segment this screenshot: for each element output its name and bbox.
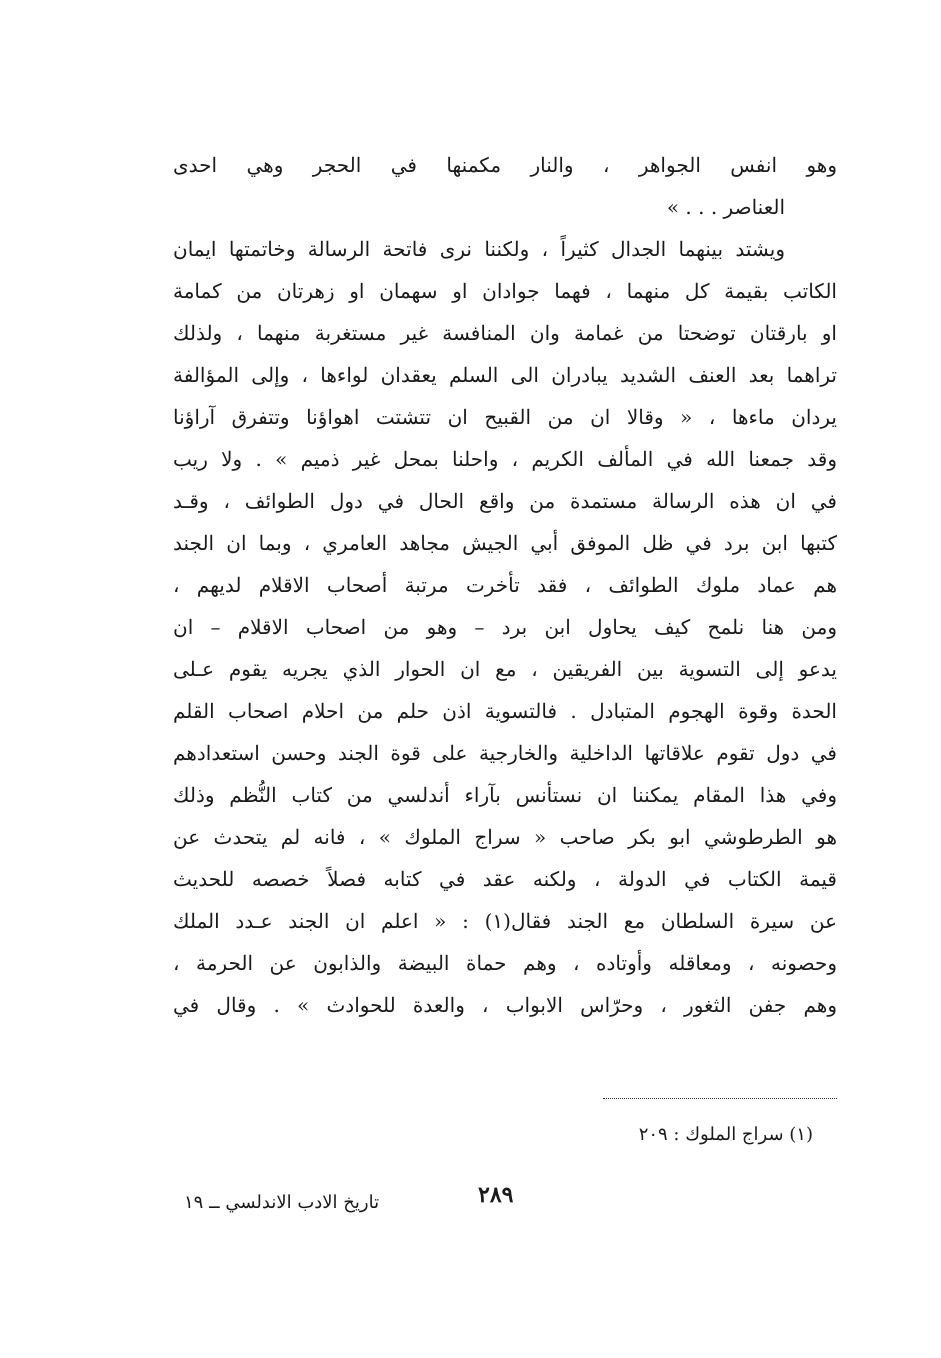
body-line: يردان ماءها ، « وقالا ان من القبيح ان تتشتت اهواؤنا وتتفرق آراؤنا [173, 405, 837, 429]
body-line: كتبها ابن برد في ظل الموفق أبي الجيش مجاهد العامري ، وبما ان الجند [173, 531, 837, 555]
body-line: ويشتد بينهما الجدال كثيراً ، ولكننا نرى فاتحة الرسالة وخاتمتها ايمان [173, 237, 786, 261]
body-line: يدعو إلى التسوية بين الفريقين ، مع ان الحوار الذي يجريه يقوم عـلى [173, 657, 837, 681]
body-text [173, 144, 837, 1026]
page-number: ٢٨٩ [478, 1182, 514, 1208]
body-line: وحصونه ، ومعاقله وأوتاده ، وهم حماة البيضة والذابون عن الحرمة ، [173, 951, 837, 975]
body-line: ومن هنا نلمح كيف يحاول ابن برد – وهو من اصحاب الاقلام – ان [173, 615, 837, 639]
running-footer: تاريخ الادب الاندلسي ــ ١٩ [184, 1192, 380, 1213]
footnote: (١) سراج الملوك : ٢٠٩ [638, 1124, 813, 1145]
body-line: هو الطرطوشي ابو بكر صاحب « سراج الملوك » ، فانه لم يتحدث عن [173, 825, 837, 849]
body-line: وهو انفس الجواهر ، والنار مكمنها في الحجر وهي احدى [173, 153, 837, 177]
body-line: الكاتب بقيمة كل منهما ، فهما جوادان او سهمان او زهرتان من كمامة [173, 279, 837, 303]
body-line: وهم جفن الثغور ، وحرّاس الابواب ، والعدة للحوادث » . وقال في [173, 993, 837, 1017]
body-line: تراهما بعد العنف الشديد يبادران الى السلم يعقدان لواءها ، وإلى المؤالفة [173, 363, 837, 387]
body-line: الحدة وقوة الهجوم المتبادل . فالتسوية اذن حلم من احلام اصحاب القلم [173, 699, 837, 723]
body-line: في ان هذه الرسالة مستمدة من واقع الحال في دول الطوائف ، وقـد [173, 489, 837, 513]
body-line: عن سيرة السلطان مع الجند فقال(١) : « اعلم ان الجند عـدد الملك [173, 909, 837, 933]
body-line: هم عماد ملوك الطوائف ، فقد تأخرت مرتبة أصحاب الاقلام لديهم ، [173, 573, 837, 597]
body-line: قيمة الكتاب في الدولة ، ولكنه عقد في كتابه فصلاً خصصه للحديث [173, 867, 837, 891]
body-line: او بارقتان توضحتا من غمامة وان المنافسة غير مستغربة منهما ، ولذلك [173, 321, 837, 345]
body-line: العناصر . . . » [666, 195, 785, 219]
footnote-divider [603, 1098, 837, 1099]
body-line: وقد جمعنا الله في المألف الكريم ، واحلنا بمحل غير ذميم » . ولا ريب [173, 447, 837, 471]
body-line: في دول تقوم علاقاتها الداخلية والخارجية على قوة الجند وحسن استعدادهم [173, 741, 837, 765]
body-line: وفي هذا المقام يمكننا ان نستأنس بآراء أندلسي من كتاب النُّظم وذلك [173, 783, 837, 807]
